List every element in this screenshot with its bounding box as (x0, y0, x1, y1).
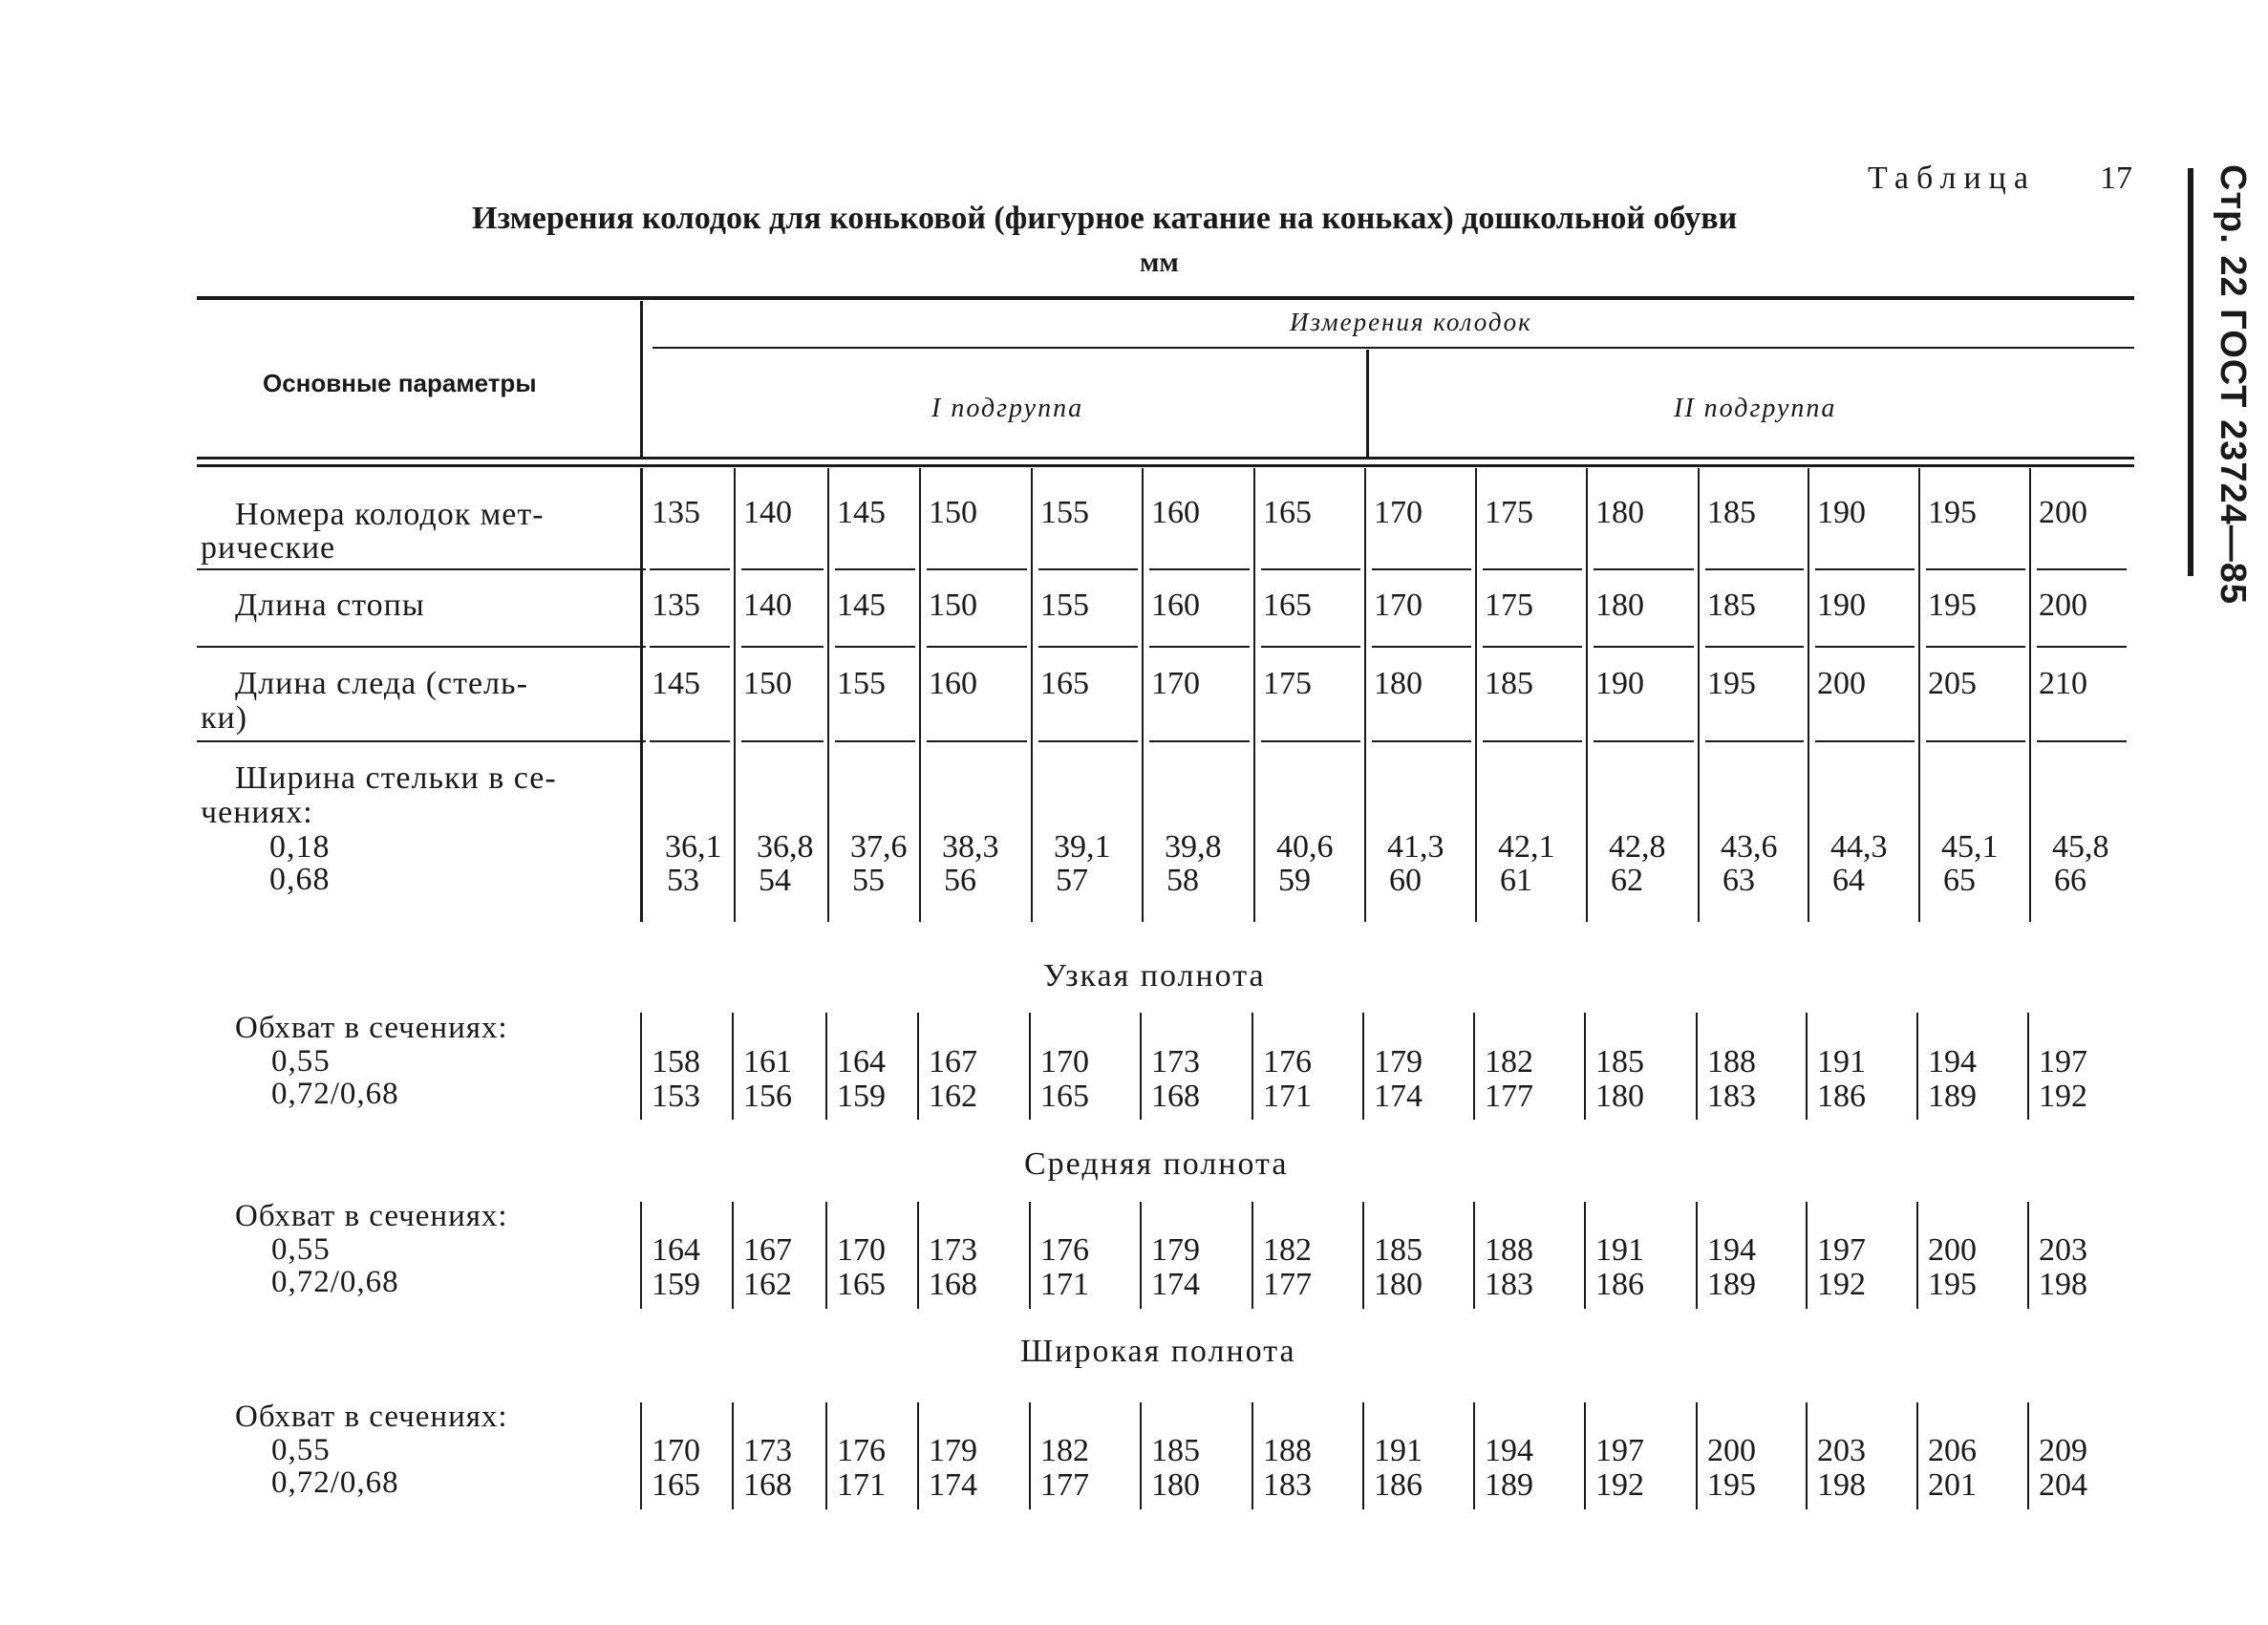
value-trace: 175 (1263, 666, 1312, 701)
sec1-label: Обхват в сечениях: (235, 1199, 508, 1233)
section-col-line (1916, 1013, 1918, 1120)
params-header: Основные параметры (263, 369, 537, 397)
value-sec1-s2: 171 (1040, 1267, 1089, 1302)
sec0-s1: 0,55 (271, 1044, 331, 1079)
value-numbers: 200 (2039, 495, 2087, 530)
table-name: Таблица (1868, 160, 2036, 196)
cell-rule (2037, 568, 2127, 570)
section-col-line (732, 1402, 734, 1509)
value-foot: 150 (929, 588, 977, 623)
value-sec0-s1: 179 (1374, 1044, 1423, 1080)
value-sec2-s2: 204 (2039, 1467, 2087, 1503)
value-insole-s1: 44,3 (1830, 829, 1888, 865)
section-col-line (1252, 1202, 1253, 1309)
cell-rule (835, 646, 915, 648)
value-sec1-s1: 203 (2039, 1232, 2087, 1268)
section-col-line (640, 1402, 642, 1509)
value-numbers: 170 (1374, 495, 1423, 530)
section-col-line (1140, 1202, 1142, 1309)
section-col-line (640, 1013, 642, 1120)
value-sec1-s2: 198 (2039, 1267, 2087, 1302)
sec0-label: Обхват в сечениях: (235, 1011, 508, 1045)
group-header: Измерения колодок (1290, 308, 1532, 336)
section-col-line (1916, 1202, 1918, 1309)
section-col-line (1473, 1202, 1475, 1309)
cell-rule (741, 740, 824, 742)
value-sec0-s1: 170 (1040, 1044, 1089, 1080)
value-insole-s2: 58 (1166, 863, 1199, 898)
cell-rule (1149, 646, 1250, 648)
section-col-line (1696, 1013, 1698, 1120)
cell-rule (1149, 568, 1250, 570)
value-sec0-s1: 188 (1707, 1044, 1756, 1080)
value-sec2-s2: 180 (1151, 1467, 1200, 1503)
value-insole-s1: 43,6 (1721, 829, 1778, 865)
label-numbers: Номера колодок мет- (235, 497, 545, 532)
side-label: Стр. 22 ГОСТ 23724—85 (2213, 164, 2253, 606)
value-insole-s1: 42,8 (1609, 829, 1666, 865)
value-sec2-s2: 174 (929, 1467, 977, 1503)
value-trace: 145 (652, 666, 700, 701)
value-sec0-s2: 192 (2039, 1079, 2087, 1114)
label-numbers-2: рические (201, 530, 336, 566)
cell-rule (1815, 568, 1915, 570)
value-trace: 190 (1595, 666, 1644, 701)
value-sec0-s1: 167 (929, 1044, 977, 1080)
section-col-line (1696, 1402, 1698, 1509)
label-insole-s2: 0,68 (269, 862, 331, 897)
value-trace: 165 (1040, 666, 1089, 701)
cell-rule (1815, 740, 1915, 742)
value-sec1-s1: 176 (1040, 1232, 1089, 1268)
value-sec2-s1: 176 (837, 1433, 886, 1468)
value-foot: 195 (1928, 588, 1977, 623)
value-trace: 180 (1374, 666, 1423, 701)
value-sec0-s2: 168 (1151, 1079, 1200, 1114)
value-sec0-s2: 162 (929, 1079, 977, 1114)
value-insole-s2: 65 (1943, 863, 1976, 898)
value-trace: 185 (1485, 666, 1533, 701)
cell-rule (1926, 646, 2025, 648)
value-sec2-s2: 189 (1485, 1467, 1533, 1503)
value-sec0-s2: 171 (1263, 1079, 1312, 1114)
section-col-line (1584, 1013, 1586, 1120)
value-numbers: 185 (1707, 495, 1756, 530)
value-trace: 210 (2039, 666, 2087, 701)
section-col-line (732, 1202, 734, 1309)
value-sec2-s1: 197 (1595, 1433, 1644, 1468)
row-rule-2 (197, 646, 646, 648)
sec1-s2: 0,72/0,68 (271, 1265, 399, 1299)
cell-rule (1594, 740, 1694, 742)
value-foot: 185 (1707, 588, 1756, 623)
value-insole-s2: 57 (1056, 863, 1088, 898)
value-numbers: 180 (1595, 495, 1644, 530)
subgroup-2-header: II подгруппа (1674, 394, 1837, 423)
cell-rule (2037, 740, 2127, 742)
cell-rule (1705, 646, 1804, 648)
section-col-line (1140, 1013, 1142, 1120)
label-trace-2: ки) (201, 700, 248, 736)
value-sec1-s2: 159 (652, 1267, 700, 1302)
cell-rule (1149, 740, 1250, 742)
value-numbers: 135 (652, 495, 700, 530)
section-col-line (640, 1202, 642, 1309)
value-insole-s1: 37,6 (850, 829, 908, 865)
row-rule-3 (197, 740, 646, 742)
value-insole-s1: 45,8 (2052, 829, 2109, 865)
section-col-line (1806, 1402, 1808, 1509)
section-col-line (2027, 1013, 2029, 1120)
cell-rule (1038, 646, 1138, 648)
section-col-line (2027, 1202, 2029, 1309)
value-sec2-s2: 171 (837, 1467, 886, 1503)
value-foot: 135 (652, 588, 700, 623)
value-insole-s2: 54 (759, 863, 791, 898)
value-insole-s1: 39,8 (1165, 829, 1222, 865)
value-foot: 155 (1040, 588, 1089, 623)
value-trace: 195 (1707, 666, 1756, 701)
value-foot: 170 (1374, 588, 1423, 623)
table-number: 17 (2100, 160, 2132, 196)
value-sec1-s2: 180 (1374, 1267, 1423, 1302)
value-insole-s2: 61 (1500, 863, 1532, 898)
section-wide: Широкая полнота (1020, 1334, 1296, 1369)
value-sec0-s2: 177 (1485, 1079, 1533, 1114)
value-sec1-s1: 188 (1485, 1232, 1533, 1268)
value-sec1-s1: 167 (743, 1232, 792, 1268)
value-insole-s2: 66 (2054, 863, 2086, 898)
cell-rule (1926, 740, 2025, 742)
value-insole-s2: 60 (1389, 863, 1422, 898)
value-numbers: 150 (929, 495, 977, 530)
value-sec0-s2: 180 (1595, 1079, 1644, 1114)
value-sec1-s2: 186 (1595, 1267, 1644, 1302)
value-foot: 200 (2039, 588, 2087, 623)
section-col-line (1473, 1013, 1475, 1120)
section-col-line (917, 1013, 919, 1120)
side-bar (2188, 168, 2193, 576)
header-bottom-rule-2 (197, 464, 2134, 467)
cell-rule (1483, 568, 1582, 570)
section-col-line (825, 1402, 827, 1509)
value-sec2-s1: 179 (929, 1433, 977, 1468)
value-sec0-s2: 165 (1040, 1079, 1089, 1114)
label-insole-2: чениях: (201, 795, 313, 830)
value-sec0-s1: 161 (743, 1044, 792, 1080)
value-sec1-s1: 191 (1595, 1232, 1644, 1268)
value-foot: 190 (1817, 588, 1866, 623)
value-sec2-s2: 195 (1707, 1467, 1756, 1503)
value-sec1-s1: 185 (1374, 1232, 1423, 1268)
value-insole-s2: 56 (944, 863, 976, 898)
value-foot: 160 (1151, 588, 1200, 623)
value-sec2-s1: 188 (1263, 1433, 1312, 1468)
cell-rule (835, 740, 915, 742)
cell-rule (1594, 568, 1694, 570)
value-sec1-s1: 173 (929, 1232, 977, 1268)
cell-rule (1038, 568, 1138, 570)
label-insole: Ширина стельки в се- (235, 760, 557, 796)
cell-rule (1483, 646, 1582, 648)
cell-rule (927, 646, 1027, 648)
cell-rule (650, 568, 730, 570)
value-numbers: 155 (1040, 495, 1089, 530)
section-col-line (825, 1202, 827, 1309)
value-numbers: 140 (743, 495, 792, 530)
sec0-s2: 0,72/0,68 (271, 1077, 399, 1111)
cell-rule (2037, 646, 2127, 648)
section-col-line (1362, 1013, 1364, 1120)
value-sec1-s2: 192 (1817, 1267, 1866, 1302)
value-sec0-s1: 185 (1595, 1044, 1644, 1080)
value-sec2-s1: 194 (1485, 1433, 1533, 1468)
row-rule-1 (197, 568, 646, 570)
value-sec2-s1: 185 (1151, 1433, 1200, 1468)
header-vline-params (640, 301, 643, 457)
value-foot: 145 (837, 588, 886, 623)
value-foot: 175 (1485, 588, 1533, 623)
section-col-line (1029, 1202, 1031, 1309)
value-sec0-s1: 158 (652, 1044, 700, 1080)
sec2-label: Обхват в сечениях: (235, 1400, 508, 1434)
value-insole-s2: 55 (852, 863, 885, 898)
value-insole-s1: 45,1 (1941, 829, 1999, 865)
label-foot: Длина стопы (235, 588, 425, 623)
value-sec0-s2: 159 (837, 1079, 886, 1114)
value-insole-s1: 36,8 (757, 829, 814, 865)
value-sec2-s2: 168 (743, 1467, 792, 1503)
sec1-s1: 0,55 (271, 1232, 331, 1267)
value-sec0-s2: 189 (1928, 1079, 1977, 1114)
value-foot: 140 (743, 588, 792, 623)
value-insole-s2: 63 (1722, 863, 1755, 898)
value-sec0-s2: 153 (652, 1079, 700, 1114)
value-insole-s2: 59 (1278, 863, 1311, 898)
value-sec0-s1: 182 (1485, 1044, 1533, 1080)
value-sec1-s2: 189 (1707, 1267, 1756, 1302)
value-sec0-s1: 194 (1928, 1044, 1977, 1080)
cell-rule (1261, 568, 1360, 570)
value-insole-s1: 42,1 (1498, 829, 1555, 865)
section-col-line (2027, 1402, 2029, 1509)
value-numbers: 190 (1817, 495, 1866, 530)
cell-rule (1815, 646, 1915, 648)
value-sec2-s2: 201 (1928, 1467, 1977, 1503)
value-sec1-s1: 200 (1928, 1232, 1977, 1268)
value-trace: 200 (1817, 666, 1866, 701)
value-sec2-s1: 182 (1040, 1433, 1089, 1468)
cell-rule (1372, 740, 1471, 742)
cell-rule (835, 568, 915, 570)
section-col-line (1252, 1402, 1253, 1509)
value-numbers: 160 (1151, 495, 1200, 530)
value-sec1-s1: 182 (1263, 1232, 1312, 1268)
value-sec1-s2: 174 (1151, 1267, 1200, 1302)
cell-rule (1261, 740, 1360, 742)
section-col-line (1696, 1202, 1698, 1309)
group-rule (653, 347, 2134, 349)
value-trace: 170 (1151, 666, 1200, 701)
value-insole-s1: 39,1 (1054, 829, 1111, 865)
label-trace: Длина следа (стель- (235, 666, 528, 701)
cell-rule (741, 568, 824, 570)
section-col-line (1584, 1402, 1586, 1509)
value-sec0-s1: 191 (1817, 1044, 1866, 1080)
unit-label: мм (1140, 246, 1179, 278)
label-insole-s1: 0,18 (269, 829, 331, 865)
section-col-line (1362, 1202, 1364, 1309)
sec2-s1: 0,55 (271, 1433, 331, 1467)
section-col-line (732, 1013, 734, 1120)
sec2-s2: 0,72/0,68 (271, 1465, 399, 1500)
value-sec2-s1: 200 (1707, 1433, 1756, 1468)
section-col-line (1252, 1013, 1253, 1120)
value-sec1-s2: 195 (1928, 1267, 1977, 1302)
section-medium: Средняя полнота (1024, 1146, 1289, 1182)
value-trace: 160 (929, 666, 977, 701)
value-insole-s1: 36,1 (665, 829, 722, 865)
cell-rule (650, 740, 730, 742)
value-sec2-s2: 165 (652, 1467, 700, 1503)
value-insole-s2: 64 (1832, 863, 1865, 898)
value-trace: 155 (837, 666, 886, 701)
value-insole-s1: 41,3 (1387, 829, 1444, 865)
value-sec0-s2: 156 (743, 1079, 792, 1114)
value-sec1-s1: 179 (1151, 1232, 1200, 1268)
cell-rule (1483, 740, 1582, 742)
section-col-line (1806, 1202, 1808, 1309)
value-sec0-s1: 173 (1151, 1044, 1200, 1080)
value-insole-s1: 38,3 (942, 829, 999, 865)
value-sec1-s2: 177 (1263, 1267, 1312, 1302)
cell-rule (1372, 646, 1471, 648)
section-col-line (1473, 1402, 1475, 1509)
value-numbers: 145 (837, 495, 886, 530)
section-col-line (1806, 1013, 1808, 1120)
value-sec1-s1: 197 (1817, 1232, 1866, 1268)
value-numbers: 195 (1928, 495, 1977, 530)
value-sec1-s2: 183 (1485, 1267, 1533, 1302)
table-title: Измерения колодок для коньковой (фигурное катание на коньках) дошкольной обуви (472, 201, 1738, 236)
value-sec0-s2: 186 (1817, 1079, 1866, 1114)
value-numbers: 165 (1263, 495, 1312, 530)
section-col-line (1584, 1202, 1586, 1309)
value-sec2-s1: 203 (1817, 1433, 1866, 1468)
value-sec1-s2: 165 (837, 1267, 886, 1302)
value-sec1-s1: 164 (652, 1232, 700, 1268)
value-foot: 165 (1263, 588, 1312, 623)
section-col-line (1362, 1402, 1364, 1509)
cell-rule (927, 568, 1027, 570)
cell-rule (1261, 646, 1360, 648)
value-insole-s2: 53 (667, 863, 699, 898)
cell-rule (1926, 568, 2025, 570)
value-sec2-s1: 206 (1928, 1433, 1977, 1468)
section-col-line (917, 1402, 919, 1509)
value-trace: 150 (743, 666, 792, 701)
section-narrow: Узкая полнота (1043, 958, 1266, 994)
value-trace: 205 (1928, 666, 1977, 701)
subgroup-1-header: I подгруппа (931, 394, 1084, 423)
value-sec2-s1: 191 (1374, 1433, 1423, 1468)
cell-rule (1705, 568, 1804, 570)
value-sec1-s2: 162 (743, 1267, 792, 1302)
cell-rule (741, 646, 824, 648)
section-col-line (1029, 1013, 1031, 1120)
value-sec2-s1: 170 (652, 1433, 700, 1468)
value-sec2-s1: 209 (2039, 1433, 2087, 1468)
cell-rule (1038, 740, 1138, 742)
section-col-line (1916, 1402, 1918, 1509)
section-col-line (1140, 1402, 1142, 1509)
cell-rule (1705, 740, 1804, 742)
header-bottom-rule (197, 457, 2134, 460)
value-sec0-s1: 176 (1263, 1044, 1312, 1080)
value-sec2-s1: 173 (743, 1433, 792, 1468)
section-col-line (1029, 1402, 1031, 1509)
body-vline (640, 468, 643, 922)
value-sec1-s1: 194 (1707, 1232, 1756, 1268)
value-sec2-s2: 192 (1595, 1467, 1644, 1503)
value-sec2-s2: 186 (1374, 1467, 1423, 1503)
section-col-line (917, 1202, 919, 1309)
value-sec0-s1: 197 (2039, 1044, 2087, 1080)
value-sec2-s2: 177 (1040, 1467, 1089, 1503)
cell-rule (927, 740, 1027, 742)
value-numbers: 175 (1485, 495, 1533, 530)
cell-rule (650, 646, 730, 648)
value-sec0-s1: 164 (837, 1044, 886, 1080)
value-sec2-s2: 198 (1817, 1467, 1866, 1503)
section-col-line (825, 1013, 827, 1120)
value-sec0-s2: 183 (1707, 1079, 1756, 1114)
value-sec0-s2: 174 (1374, 1079, 1423, 1114)
value-sec2-s2: 183 (1263, 1467, 1312, 1503)
cell-rule (1372, 568, 1471, 570)
value-sec1-s1: 170 (837, 1232, 886, 1268)
value-insole-s2: 62 (1611, 863, 1643, 898)
header-vline-subgroups (1366, 350, 1369, 457)
cell-rule (1594, 646, 1694, 648)
value-insole-s1: 40,6 (1276, 829, 1334, 865)
value-foot: 180 (1595, 588, 1644, 623)
value-sec1-s2: 168 (929, 1267, 977, 1302)
top-rule (197, 296, 2134, 300)
